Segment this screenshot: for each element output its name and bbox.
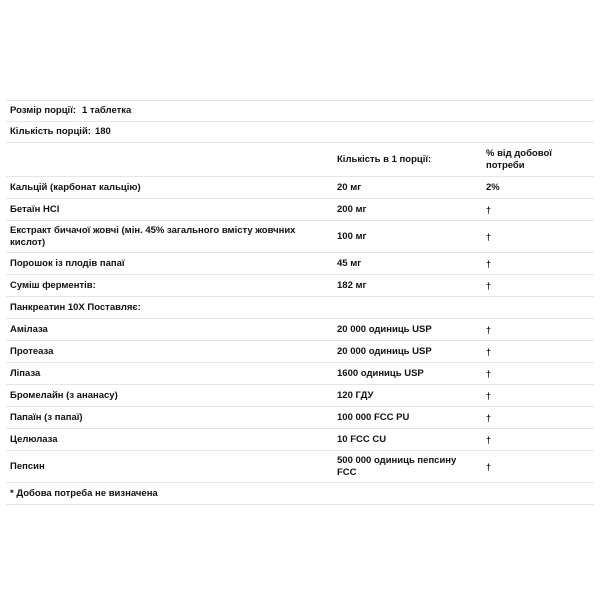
serving-size-value: 1 таблетка (82, 105, 132, 116)
servings-count-value: 180 (94, 126, 111, 137)
ingredient-daily-value: † (486, 204, 492, 215)
ingredient-row (6, 199, 594, 221)
serving-size (10, 105, 570, 117)
ingredient-row (6, 341, 594, 363)
ingredient-row (6, 407, 594, 429)
ingredient-daily-value: † (486, 368, 492, 379)
servings-count-label: Кількість порцій: (10, 126, 91, 137)
ingredient-amount: 200 мг (337, 203, 367, 215)
ingredient-row (6, 429, 594, 451)
ingredient-amount: 500 000 одиниць пепсину FCC (337, 454, 457, 478)
ingredient-amount: 100 мг (337, 230, 367, 242)
ingredient-daily-value: † (486, 412, 492, 423)
ingredient-name: Порошок із плодів папаї (10, 257, 125, 269)
ingredient-name: Протеаза (10, 345, 54, 357)
ingredient-name: Екстракт бичачої жовчі (мін. 45% загального вмісту жовчних кислот) (10, 224, 296, 248)
ingredient-daily-value: † (486, 346, 492, 357)
ingredient-row (6, 275, 594, 297)
servings-count-row (6, 122, 594, 143)
serving-size-row (6, 101, 594, 122)
ingredient-row (6, 451, 594, 483)
ingredient-daily-value: 2% (486, 181, 500, 193)
ingredient-daily-value: † (486, 461, 492, 472)
column-header-row (6, 143, 594, 177)
ingredient-daily-value: † (486, 280, 492, 291)
ingredient-group-row (6, 297, 594, 319)
ingredient-daily-value: † (486, 258, 492, 269)
ingredient-amount: 20 000 одиниць USP (337, 323, 432, 335)
ingredient-amount: 10 FCC CU (337, 433, 387, 445)
amount-column-header: Кількість в 1 порції: (337, 153, 432, 165)
serving-size-label: Розмір порції: (10, 105, 77, 116)
ingredient-row (6, 177, 594, 199)
ingredient-amount: 100 000 FCC PU (337, 411, 410, 423)
ingredient-name: Суміш ферментів: (10, 279, 96, 291)
ingredient-row (6, 363, 594, 385)
ingredient-name: Бетаїн HCl (10, 203, 60, 215)
ingredient-daily-value: † (486, 324, 492, 335)
footnote-row (6, 483, 594, 505)
ingredient-name: Бромелайн (з ананасу) (10, 389, 118, 401)
ingredient-name: Папаїн (з папаї) (10, 411, 83, 423)
servings-count (10, 126, 570, 138)
ingredient-amount: 20 000 одиниць USP (337, 345, 432, 357)
ingredient-name: Кальцій (карбонат кальцію) (10, 181, 141, 193)
ingredient-daily-value: † (486, 231, 492, 242)
supplement-facts-table (6, 100, 594, 505)
ingredient-amount: 20 мг (337, 181, 362, 193)
ingredient-daily-value: † (486, 390, 492, 401)
ingredient-name: Ліпаза (10, 367, 41, 379)
daily-value-column-header: % від добової потреби (486, 147, 552, 171)
ingredient-amount: 1600 одиниць USP (337, 367, 424, 379)
ingredient-daily-value: † (486, 434, 492, 445)
ingredient-row (6, 221, 594, 253)
ingredient-name: Целюлаза (10, 433, 58, 445)
ingredient-name: Амілаза (10, 323, 48, 335)
ingredient-row (6, 253, 594, 275)
ingredient-amount: 45 мг (337, 257, 362, 269)
ingredient-amount: 120 ГДУ (337, 389, 374, 401)
ingredient-row (6, 385, 594, 407)
ingredient-row (6, 319, 594, 341)
footnote: * Добова потреба не визначена (10, 487, 158, 499)
ingredient-name: Пепсин (10, 460, 45, 472)
ingredient-amount: 182 мг (337, 279, 367, 291)
ingredient-group-name: Панкреатин 10X Поставляє: (10, 301, 141, 313)
